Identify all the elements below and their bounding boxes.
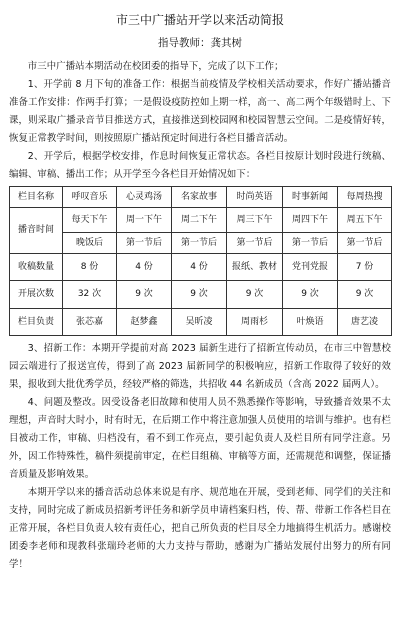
- table-header-cell: 每周热搜: [338, 187, 392, 208]
- table-cell: 吴昕凌: [172, 309, 227, 336]
- table-cell: 第一节后: [117, 233, 172, 254]
- table-cell: 7 份: [338, 254, 392, 281]
- table-cell: 周雨杉: [227, 309, 283, 336]
- table-header-row: [10, 187, 392, 208]
- table-cell: 9 次: [227, 281, 283, 309]
- table-row: [10, 208, 392, 233]
- table-cell: 党刊党报: [283, 254, 338, 281]
- table-cell: 张芯嘉: [63, 309, 117, 336]
- table-row-label: 收稿数量: [10, 254, 63, 281]
- table-cell: 唐艺凌: [338, 309, 392, 336]
- table-row-label: 播音时间: [10, 208, 63, 254]
- table-cell: 周二下午: [172, 208, 227, 233]
- paragraph-5: 本期开学以来的播音活动总体来说是有序、规范地在开展，受到老师、同学们的关注和支持，同时完成了新成员招新考评任务和新学员申请档案归档，传、帮、带新工作各栏目在正常开展，各栏目负责人较有责任心，把自己所负责的栏目尽全力地搞得生机活力。感谢校团委李老师和现教科张瑞玲老师的大力支持与帮助，感谢为广播站发展付出努力的所有同学！: [9, 487, 391, 570]
- paragraph-2: 2、开学后，根据学校安排，作息时间恢复正常状态。各栏目按原计划时段进行统稿、编辑、审稿、播出工作；从开学至今各栏目开始情况如下：: [9, 151, 391, 180]
- table-cell: 9 次: [283, 281, 338, 309]
- table-cell: 9 次: [117, 281, 172, 309]
- table-cell: 叶焕语: [283, 309, 338, 336]
- table-cell: 赵梦鑫: [117, 309, 172, 336]
- table-row-label: 开展次数: [10, 281, 63, 309]
- table-cell: 第一节后: [283, 233, 338, 254]
- table-cell: 第一节后: [172, 233, 227, 254]
- table-row: [10, 233, 392, 254]
- table-row: [10, 254, 392, 281]
- table-cell: 报纸、教材: [227, 254, 283, 281]
- table-cell: 4 份: [172, 254, 227, 281]
- table-cell: 9 次: [338, 281, 392, 309]
- document-title: 市三中广播站开学以来活动简报: [115, 13, 284, 27]
- table-header-cell: 栏目名称: [10, 187, 63, 208]
- table-header-cell: 时尚英语: [227, 187, 283, 208]
- table-cell: 周五下午: [338, 208, 392, 233]
- table-header-cell: 心灵鸡汤: [117, 187, 172, 208]
- activity-table: [9, 186, 392, 336]
- table-header-cell: 名家故事: [172, 187, 227, 208]
- table-cell: 周三下午: [227, 208, 283, 233]
- table-row-label: 栏目负责: [10, 309, 63, 336]
- paragraph-3: 3、招新工作：本期开学提前对高 2023 届新生进行了招新宣传动员，在市三中智慧校园云端进行了报送宣传，得到了高 2023 届新同学的积极响应，招新工作取得了较好的效果，报收到大批优秀学员，经较严格的筛选，共招收 44 名新成员（含高 2022 届两人）。: [9, 343, 391, 390]
- table-row: [10, 309, 392, 336]
- table-cell: 周一下午: [117, 208, 172, 233]
- intro-paragraph: 市三中广播站本期活动在校团委的指导下，完成了以下工作；: [27, 61, 284, 72]
- table-row: [10, 281, 392, 309]
- table-header-cell: 呼叹音乐: [63, 187, 117, 208]
- table-cell: 9 次: [172, 281, 227, 309]
- table-cell: 周四下午: [283, 208, 338, 233]
- table-cell: 第一节后: [338, 233, 392, 254]
- paragraph-4: 4、问题及整改。因受设备老旧故障和使用人员不熟悉操作等影响，导致播音效果不太理想，声音时大时小，时有时无，在后期工作中将注意加强人员使用的培训与维护。也有栏目被动工作，审稿、归档没有，看不到工作亮点，要引起负责人及栏目所有同学注意。另外，因工作特殊性，稿件须提前审定，在栏目组稿、审稿等方面，还需规范和调整，保证播音质量及影响效果。: [9, 397, 391, 480]
- table-cell: 4 份: [117, 254, 172, 281]
- table-cell: 第一节后: [227, 233, 283, 254]
- table-cell: 8 份: [63, 254, 117, 281]
- table-cell: 32 次: [63, 281, 117, 309]
- table-cell: 每天下午: [63, 208, 117, 233]
- paragraph-1: 1、开学前 8 月下旬的准备工作：根据当前疫情及学校相关活动要求，作好广播站播音准备工作安排：作两手打算；一是假设疫防控如上期一样，高一、高二两个年级错时上、下课，则采取广播录音节目推送方式，直接推送到校园网和校园智慧云空间。二是疫情好转，恢复正常教学时间，则按照原广播站预定时间进行各栏目播音活动。: [9, 79, 391, 144]
- table-cell: 晚饭后: [63, 233, 117, 254]
- teacher-line: 指导教师：龚其树: [158, 37, 242, 49]
- table-header-cell: 时事新闻: [283, 187, 338, 208]
